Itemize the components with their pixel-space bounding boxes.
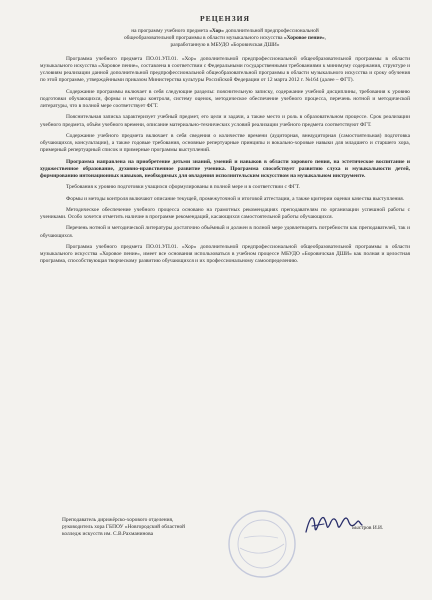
subtitle-text: общеобразовательной программы в области музыкального искусства	[123, 35, 284, 42]
paragraph-bold: Программа направлена на приобретение детьми знаний, умений и навыков в области хорового пения, на эстетическое воспитание и художественное образование, духовно-нравственное развитие ученика. Программа способствует развитию слуха и музыкальности детей, формированию интонационных навыков, необходимых для овладения исполнительским искусством на музыкальном инструменте.	[40, 158, 410, 180]
paragraph: Требования к уровню подготовки учащихся сформулированы в полной мере и в соответствии с ФГТ.	[66, 184, 300, 191]
paragraph: Содержание учебного предмета включает в себя сведения о количестве времени (аудиторная, внеаудиторная (самостоятельная) подготовка обучающихся, консультации), а также годовые требования, основные репертуарные принципы и вокально-хоровые навыки для младшего и старшего хора, примерный репертуарный список и примерные программы выступлений.	[40, 132, 410, 154]
paragraph: Содержание программы включает в себя следующие разделы: пояснительную записку, содержание учебной дисциплины, требования к уровню подготовки обучающихся, формы и методы контроля, систему оценок, методическое обеспечение учебного процесса, перечень нотной и методической литературы, что в полной мере соответствует ФГТ.	[40, 88, 410, 110]
reviewer-name: Быстров И.И.	[352, 525, 384, 531]
reviewer-position-line1: Преподаватель дирижёрско-хорового отделения,	[62, 517, 174, 523]
paragraph: Методическое обеспечение учебного процесса основано на грамотных рекомендациях преподавателям по организации успешной работы с учениками. Особо хочется отметить наличие в программе рекомендаций, касающихся самостоятельной работы обучающихся.	[40, 206, 410, 221]
reviewer-position-line3: колледж искусств им. С.В.Рахманинова	[62, 531, 153, 538]
document-title: РЕЦЕНЗИЯ	[200, 14, 250, 23]
reviewer-position-line2: руководитель хора ГБПОУ «Новгородский областной	[62, 524, 186, 531]
paragraph: Программа учебного предмета ПО.01.УП.01. «Хор» дополнительной предпрофессиональной общеобразовательной программы в области музыкального искусства «Хоровое пение», имеет все основания использоваться в учебном процессе МБУДО «Боровичская ДШИ» как полная и целостная программа, способствующая творческому развитию обучающихся и их профессиональному самоопределению.	[40, 243, 410, 265]
document-subtitle	[40, 28, 410, 50]
subtitle-text: на программу учебного предмета	[131, 28, 210, 34]
paragraph: Пояснительная записка характеризует учебный предмет, его цели и задачи, а также место и роль в образовательном процессе. Срок реализации учебного предмета, объём учебного времени, описание материально-технических условий реализации учебного предмета соответствуют ФГТ.	[40, 114, 410, 128]
subtitle-subject: «Хор»	[209, 28, 224, 34]
signature-icon	[302, 506, 364, 540]
subtitle-program: «Хоровое пение»	[283, 35, 325, 42]
paragraph: Формы и методы контроля включают описание текущей, промежуточной и итоговой аттестации, а также критерии оценки качества выступления.	[66, 195, 405, 202]
subtitle-text: ,	[324, 35, 327, 42]
paragraph: Перечень нотной и методической литературы достаточно объёмный и должен в полной мере удовлетворять потребности как преподавателей, так и обучающихся.	[40, 225, 410, 239]
reviewer-block	[62, 517, 185, 539]
stamp-icon	[226, 508, 298, 580]
subtitle-text: дополнительной предпрофессиональной	[224, 28, 319, 34]
paragraph: Программа учебного предмета ПО.01.УП.01. «Хор» дополнительной предпрофессиональной общеобразовательной программы в области музыкального искусства «Хоровое пение», составлена в соответствии с Федеральными государственными требованиями к минимуму содержания, структуре и условиям реализации данной дополнительной предпрофессиональной общеобразовательной программы в области музыкального искусства и сроку обучения по этой программе, утверждёнными приказом Министерства культуры Российской Федерации от 12 марта 2012 г. №164 (далее – ФГТ).	[40, 55, 410, 84]
subtitle-text: разработанную в МБУДО «Боровичская ДШИ»	[170, 42, 280, 49]
